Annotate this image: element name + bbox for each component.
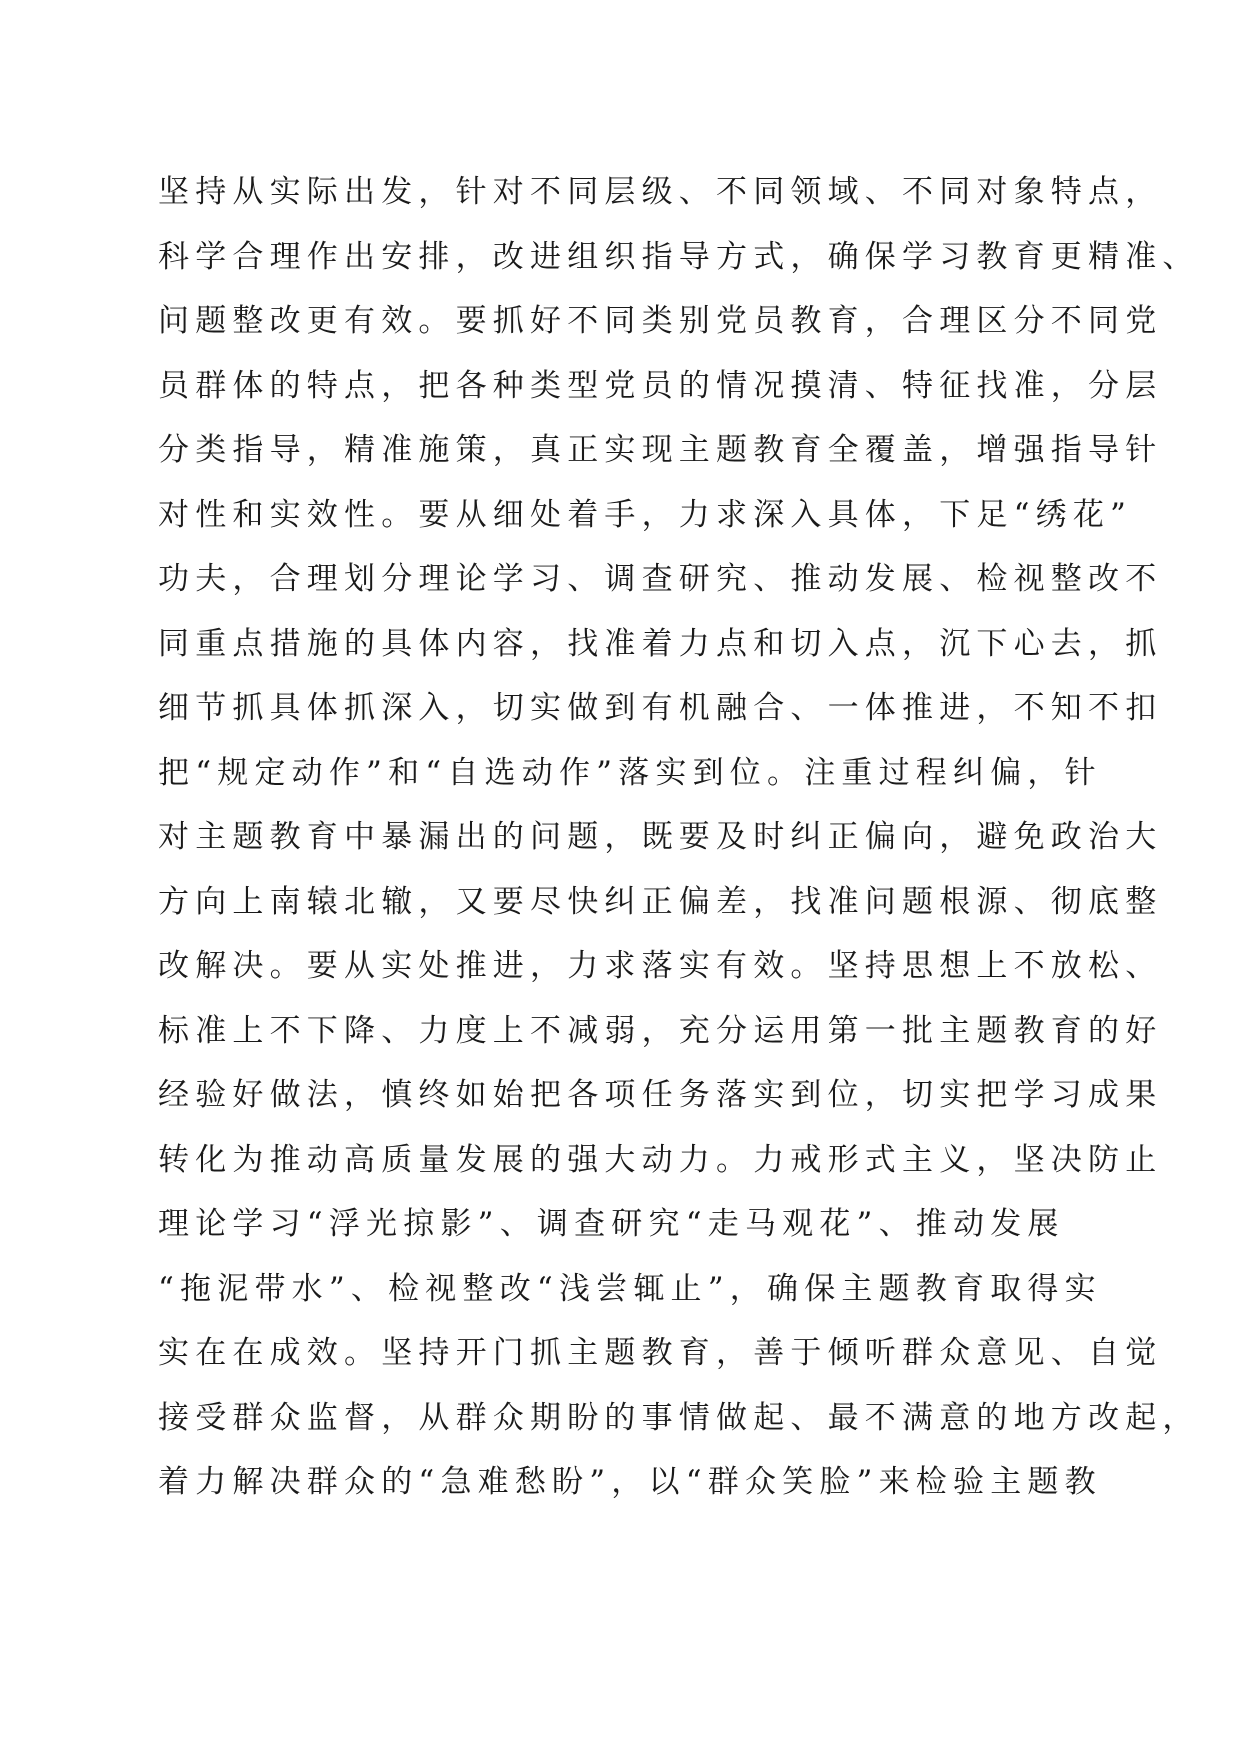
body-paragraph <box>158 160 1200 1515</box>
text-line: 坚持从实际出发，针对不同层级、不同领域、不同对象特点， <box>158 174 1163 210</box>
text-line: 理论学习“浮光掠影”、调查研究“走马观花”、推动发展 <box>158 1206 1065 1242</box>
text-line: 实在在成效。坚持开门抓主题教育，善于倾听群众意见、自觉 <box>158 1335 1163 1371</box>
text-line: 细节抓具体抓深入，切实做到有机融合、一体推进，不知不扣 <box>158 690 1163 726</box>
text-line: 经验好做法，慎终如始把各项任务落实到位，切实把学习成果 <box>158 1077 1163 1113</box>
text-line: 改解决。要从实处推进，力求落实有效。坚持思想上不放松、 <box>158 948 1163 984</box>
text-line: 问题整改更有效。要抓好不同类别党员教育，合理区分不同党 <box>158 303 1163 339</box>
text-line: 分类指导，精准施策，真正实现主题教育全覆盖，增强指导针 <box>158 432 1163 468</box>
text-line: “拖泥带水”、检视整改“浅尝辄止”，确保主题教育取得实 <box>158 1270 1102 1307</box>
text-line: 把“规定动作”和“自选动作”落实到位。注重过程纠偏，针 <box>158 754 1102 791</box>
text-line: 对性和实效性。要从细处着手，力求深入具体，下足“绣花” <box>158 496 1133 533</box>
text-line: 对主题教育中暴漏出的问题，既要及时纠正偏向，避免政治大 <box>158 819 1163 855</box>
text-line: 科学合理作出安排，改进组织指导方式，确保学习教育更精准、 <box>158 238 1200 275</box>
text-line: 着力解决群众的“急难愁盼”，以“群众笑脸”来检验主题教 <box>158 1464 1102 1500</box>
text-line: 功夫，合理划分理论学习、调查研究、推动发展、检视整改不 <box>158 561 1163 597</box>
text-line: 标准上不下降、力度上不减弱，充分运用第一批主题教育的好 <box>158 1012 1163 1049</box>
text-line: 转化为推动高质量发展的强大动力。力戒形式主义，坚决防止 <box>158 1141 1163 1178</box>
text-line: 接受群众监督，从群众期盼的事情做起、最不满意的地方改起， <box>158 1399 1200 1436</box>
text-line: 员群体的特点，把各种类型党员的情况摸清、特征找准，分层 <box>158 367 1163 404</box>
text-line: 方向上南辕北辙，又要尽快纠正偏差，找准问题根源、彻底整 <box>158 883 1163 920</box>
text-line: 同重点措施的具体内容，找准着力点和切入点，沉下心去，抓 <box>158 625 1163 662</box>
